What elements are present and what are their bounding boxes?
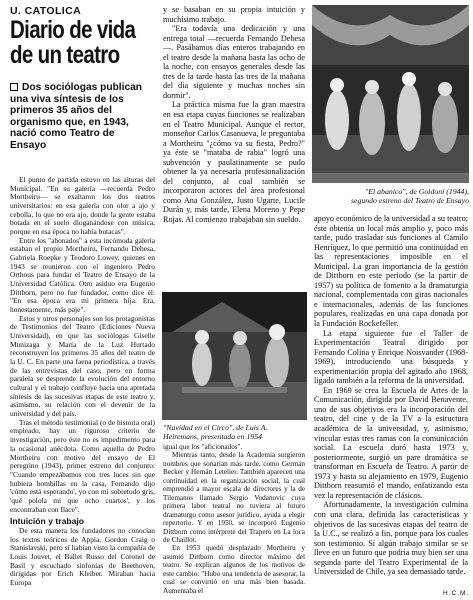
photo-navidad-en-el-circo <box>162 292 307 420</box>
paragraph: Afortunadamente, la investigación culmina con una clara, definida las características y objetivos de las sucesivas etapas del teatro de la U.C., se realizó a fin, porque para los cuales son testimonio. Sí algún trabajo similar se se lleve en un futuro que podría muy bien ser una segunda parte del Teatro Experimental de la Universidad de Chile, ya sea demasiado tarde. <box>314 500 468 577</box>
paragraph: En 1969 se crea la Escuela de Artes de la Comunicación, dirigida por David Benavente, uno de sus objetivos era la incorporación del teatro, del cine y de la TV a la estructura académica de la universidad, y, asimismo, vincular estas tres ramas con la comunicación social. La escuela duró hasta 1973 y, posteriormente, surgió un pare dramática se transforman en Escuela de Teatro. A partir de 1973 y hasta su alejamiento en 1979, Eugenio Dittborn reasumió el mando, enfatizando esta vez la representación de clásicos. <box>314 385 468 500</box>
deck <box>10 82 148 152</box>
paragraph: apoyo económico de la universidad a su teatro; éste obtenía un local más amplio y, poco más tarde, pudo trasladar sus funciones al Camilo Henríquez, lo que permitió una continuidad en las representaciones imposible en el Municipal. La gran importancia de la gestión de Dittborn en este periodo (se la partir de 1957) su política de fomento a la dramaturgia nacional, complementada con giras nacionales e internacionales, además de las funciones populares, realizadas en una capa donada por la Fundación Rockefeller. <box>314 214 468 329</box>
paragraph: Estos y otros personajes son los protagonistas de Testimonios del Teatro (Ediciones Nueva Universidad), en que las sociólogas Giselle Munizaga y María de la Luz Hurtado reconstruyen los primeros 35 años del teatro de la U. C. En parte una faena periodística, a través de las entrevistas del caso, pero en forma paralela se desprende la evolución del entorno cultural y el trabajo confluye hacia una apretada síntesis de las sucesivas etapas de este teatro y, asimismo, su relación con el devenir de la universidad y del país. <box>10 313 155 419</box>
photo-el-abanico <box>312 5 469 183</box>
square-bullet-icon <box>10 83 18 91</box>
paragraph: Mientras tanto, desde la Academia surgieron nombres que sonarían más tarde, como Germán Becker y Hernán Letelier. También aparecen una continuidad en la organización social, la cual emprendió a mayor escala de directores y la de Tilemanos llamado Sergio Vodanovic cuya primera labor teatral no tuviera al futuro dramaturgo como asesor jurídico, ayuda a elegir repertorio. Y en 1950, se incorporó Eugenio Dittborn como intérprete del Trapero en La loca de Chaillot. <box>163 451 305 544</box>
column-2-top <box>163 5 305 225</box>
paragraph: La práctica misma fue la gran maestra en esa etapa cuyas funciones se realizaban en el Teatro Municipal. Aunque el rector, monseñor Carlos Casanueva, le preguntaba a Mortheiru "¿cómo va su fiesta, Pedro?" ya éste se "mataba de rabia" logró una subvención y paulatinamente se pudo obtener la ya necesaria profesionalización del conjunto, al cual también se incorporaron actores del área profesional como Ana González, Justo Ugarte, Lucile Durán y, más tarde, Elena Moreno y Pepe Rojas. Al comienzo trabajaban sin sueldo. <box>163 100 305 225</box>
photo-caption: "Navidad en el Circo", de Luis A. Heiremans, presentada en 1954 <box>163 423 268 441</box>
author-initials: H.C.M. <box>443 590 470 597</box>
photo-caption: "El abanico", de Goldoni (1944), segundo estreno del Teatro de Ensayo <box>350 187 469 205</box>
paragraph: El punto de partida estuvo en las alturas del Municipal. "En su galería —recuerda Pedro Mortheiru— se exaltaron los dos teatros universitarios: en esa galería con olor a ajo y cebolla, lo que no era ajo, donde la gente estaba botada en el suelo dioganándose con música, porque en esa época no había butacas". <box>10 175 155 237</box>
photo-image <box>162 292 307 420</box>
section-label: U. CATOLICA <box>10 5 82 17</box>
subheading: Intuición y trabajo <box>10 516 85 527</box>
photo-image <box>312 5 469 183</box>
column-3 <box>314 214 468 577</box>
paragraph: En 1953 quedó desplazado Mortheiru y asumió Dittborn como director máximo del teatro. Se explican algunos de los motivos de este cambio: "Hubo una tendencia de asesorar, la cual se convirtió en una más bien basada. Aumentaba el <box>163 544 305 595</box>
deck-text: Dos sociólogas publican una viva síntesis de los primeros 35 años del organismo que, en 1943, nació como Teatro de Ensayo <box>10 82 143 151</box>
headline-line-1: Diario de vida <box>10 16 136 44</box>
headline-line-2: de un teatro <box>10 41 120 69</box>
headline <box>10 16 136 69</box>
paragraph: y se basaban en su propia intuición y muchísimo trabajo. <box>163 5 305 24</box>
column-1 <box>10 176 155 588</box>
paragraph: De esta manera los fundadores no conocían los textos teóricos de Appia, Gordon Craig o Stanislavski, pero sí habían visto la compañía de Louis Jouvet, el Ballet Russo del Coronel de Basil y escuchado sinfonías de Beethoven, dirigidas por Erich Kleiber. Miraban hacia Europa <box>10 525 155 587</box>
paragraph: "Era todavía una dedicación y una entrega total —recuerda Fernando Debesa—. Pasábamos días enteros trabajando en el teatro desde la mañana hasta las ocho de la noche, con ensayos generales desde las tres de la tarde hasta las tres de la mañana del día siguiente y muchas noches sin dormir". <box>163 24 305 100</box>
paragraph: La etapa siguiente fue el Taller de Experimentación Teatral dirigido por Fernando Colina y Enrique Noisvander (1968-1969), introduciendo una búsqueda y experimentación propia del agitado año 1968, ligado también a la reforma de la universidad. <box>314 328 468 386</box>
paragraph: Entre los "abonados" a esta incómoda galería estaban el propio Mortheiru, Fernando Debesa, Gabriela Roepke y Teodoro Lowey, quienes en 1943 se reunieron con el ingeniero Pedro Orthous para fundar el Teatro de Ensayo de la Universidad Católica. Otro asiduo era Eugenio Dittborn, pero no fue fundador, como dice él: "En esa época era mi primera hija. Era, honestamente, más paje". <box>10 235 155 315</box>
column-2-bottom <box>163 443 305 595</box>
paragraph: igual que los "aficionados". <box>163 443 243 451</box>
paragraph: Tras el método testimonial (o de historia oral) empleado, hay un riguroso criterio de investigación, pero éste no es impedimento para la ocasional anécdota. Como aquella de Pedro Mortheiru con motivo del ensayo de El peregrino (1943), primer estreno del conjunto: "Cuando empezábamos con tres luces sin que hubiera bombillas en la casa, Fernando dijo 'cómo está esperando', yo con mi sobretodo gris, 'qué polola mi que ocho cuartos', y los encontraban con Ilace". <box>10 417 155 514</box>
